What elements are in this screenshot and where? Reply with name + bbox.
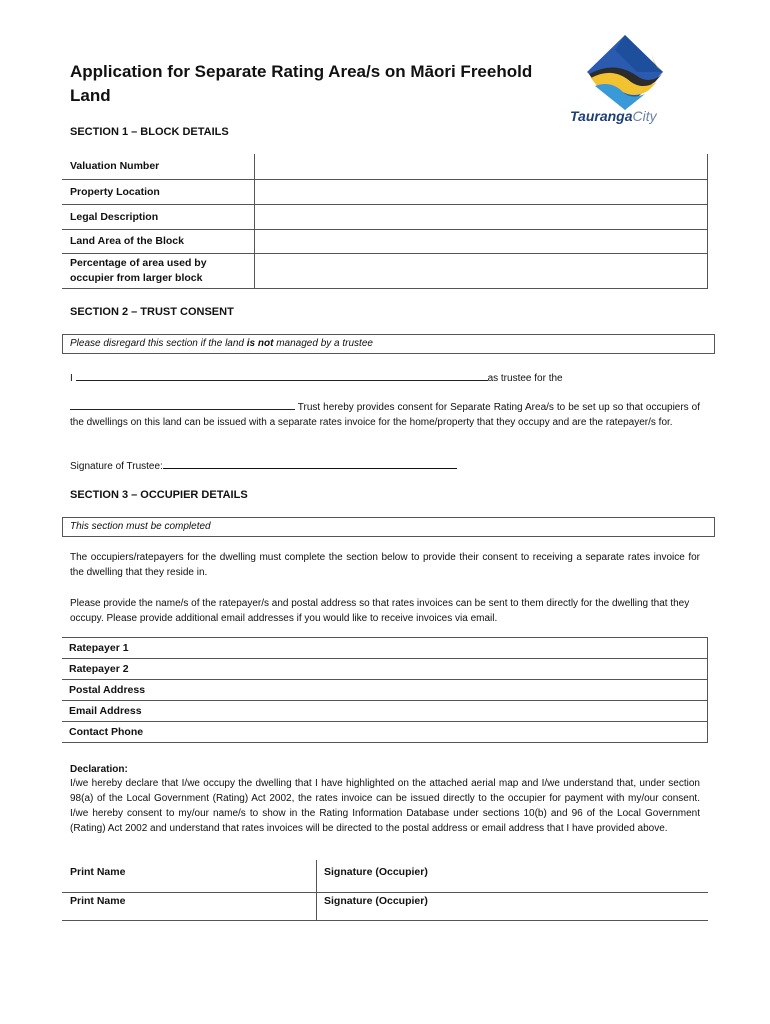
legal-description-field[interactable]: [255, 204, 708, 229]
brand-main: Tauranga: [570, 108, 633, 124]
trustee-name-field[interactable]: [76, 369, 488, 381]
trustee-signature-field[interactable]: [163, 457, 457, 469]
print-name-label: Print Name: [70, 895, 126, 907]
brand-text: [570, 108, 657, 124]
divider: [316, 892, 317, 920]
table-row[interactable]: [62, 659, 708, 680]
section1-heading: SECTION 1 – BLOCK DETAILS: [70, 126, 229, 138]
postal-address-field[interactable]: Postal Address: [62, 680, 708, 701]
trustee-suffix: as trustee for the: [487, 373, 563, 384]
row-label: Land Area of the Block: [62, 229, 255, 253]
contact-phone-field[interactable]: Contact Phone: [62, 722, 708, 743]
trust-consent-text: Trust hereby provides consent for Separate Rating Area/s to be set up so that occupiers of the dwellings on this land can be issued with a separate rates invoice for the home/property that they occupy and are the ratepayer/s for.: [70, 402, 700, 428]
table-row[interactable]: [62, 701, 708, 722]
section2-heading: SECTION 2 – TRUST CONSENT: [70, 306, 234, 318]
declaration-heading: Declaration:: [70, 764, 128, 775]
signature-occupier-label: Signature (Occupier): [324, 895, 428, 907]
table-row[interactable]: [62, 638, 708, 659]
occupier-note: This section must be completed: [62, 517, 715, 537]
table-row[interactable]: [62, 722, 708, 743]
table-row: [62, 229, 708, 253]
occupier-details-table: [62, 637, 708, 743]
note-post: managed by a trustee: [273, 338, 373, 349]
row-label: Valuation Number: [62, 154, 255, 179]
brand-city: City: [632, 108, 657, 124]
table-row: [62, 179, 708, 204]
land-area-field[interactable]: [255, 229, 708, 253]
sign-row[interactable]: [62, 892, 708, 921]
divider: [316, 860, 317, 892]
trust-consent-paragraph: [70, 398, 700, 430]
table-row: [62, 253, 708, 288]
percentage-area-field[interactable]: [255, 253, 708, 288]
table-row[interactable]: [62, 680, 708, 701]
ratepayer1-field[interactable]: Ratepayer 1: [62, 638, 708, 659]
table-row: [62, 204, 708, 229]
row-label: Legal Description: [62, 204, 255, 229]
trustee-line: [70, 369, 700, 386]
valuation-number-field[interactable]: [255, 154, 708, 179]
note-bold: is not: [246, 338, 274, 349]
row-label: Percentage of area used by occupier from larger block: [62, 253, 255, 288]
declaration-text: I/we hereby declare that I/we occupy the dwelling that I have highlighted on the attached aerial map and I/we understand that, under section 98(a) of the Local Government (Rating) Act 2002, the rates invoice can be issued directly to the occupier for payment with my/our consent. I/we hereby consent to my/our name/s to show in the Rating Information Database under sections 10(b) and 96 of the Local Government (Rating) Act 2002 and understand that rates invoices will be directed to the postal address or email address that I have provided above.: [70, 778, 700, 834]
trustee-signature-line: [70, 457, 700, 474]
occupier-para2: Please provide the name/s of the ratepayer/s and postal address so that rates invoices can be sent to them directly for the dwelling that they occupy. Please provide additional email addresses if you would like to receive invoices via email.: [70, 598, 690, 624]
trustee-prefix: I: [70, 373, 73, 384]
block-details-table: [62, 154, 708, 289]
row-label: Property Location: [62, 179, 255, 204]
note-pre: Please disregard this section if the land: [70, 338, 247, 349]
trustee-note: [62, 334, 715, 354]
table-row: [62, 154, 708, 179]
print-name-label: Print Name: [70, 866, 126, 878]
email-address-field[interactable]: Email Address: [62, 701, 708, 722]
ratepayer2-field[interactable]: Ratepayer 2: [62, 659, 708, 680]
property-location-field[interactable]: [255, 179, 708, 204]
sign-row[interactable]: [62, 860, 708, 893]
trust-name-field[interactable]: [70, 398, 295, 410]
occupier-para1: The occupiers/ratepayers for the dwelling must complete the section below to provide their consent to receiving a separate rates invoice for the dwelling that they reside in.: [70, 552, 700, 578]
signature-label: Signature of Trustee:: [70, 461, 163, 472]
signature-occupier-label: Signature (Occupier): [324, 866, 428, 878]
section3-heading: SECTION 3 – OCCUPIER DETAILS: [70, 489, 248, 501]
page-title: Application for Separate Rating Area/s on Māori Freehold Land: [70, 62, 533, 105]
